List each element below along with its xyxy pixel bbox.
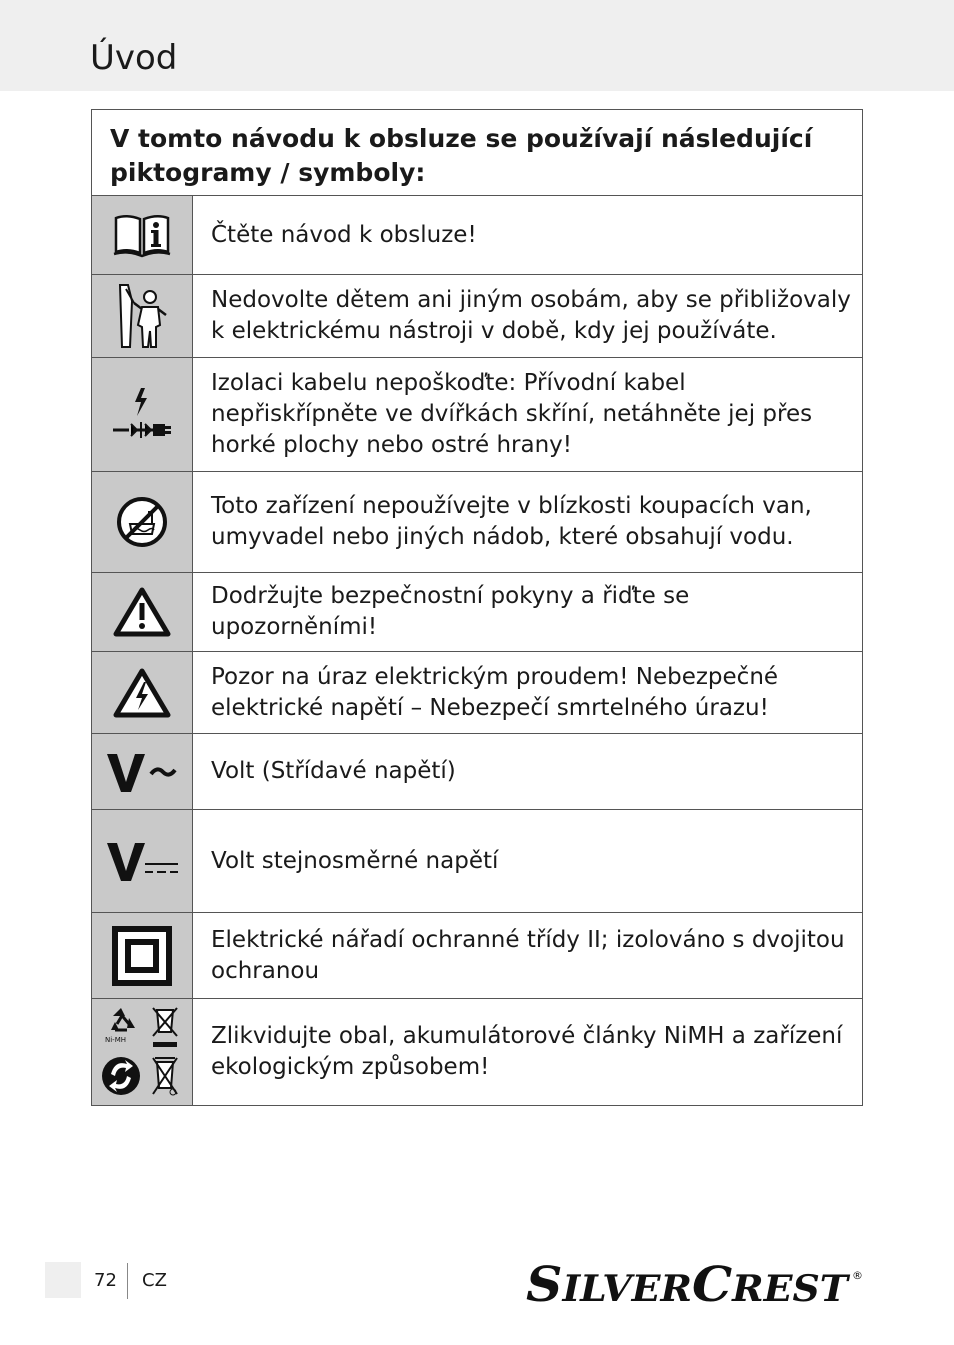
table-row <box>92 573 862 652</box>
row-text: Toto zařízení nepoužívejte v blízkosti koupacích van, umyvadel nebo jiných nádob, které obsahují vodu. <box>211 493 812 550</box>
silvercrest-logo <box>526 1257 866 1313</box>
row-text: Elektrické nářadí ochranné třídy II; izolováno s dvojitou ochranou <box>211 926 845 984</box>
row-text: Zlikvidujte obal, akumulátorové články NiMH a zařízení ekologickým způsobem! <box>211 1023 843 1080</box>
table-row <box>92 472 862 573</box>
warning-icon <box>113 587 171 637</box>
footer-tab <box>45 1262 81 1298</box>
row-text: Volt (Střídavé napětí) <box>211 758 456 784</box>
electric-shock-warning-icon <box>113 668 171 718</box>
page-title: Úvod <box>90 38 178 78</box>
read-manual-icon <box>113 212 171 258</box>
volt-dc-icon <box>105 839 179 883</box>
recycling-disposal-icon <box>101 1006 183 1098</box>
svg-text:®: ® <box>852 1269 863 1282</box>
row-text: Čtěte návod k obsluze! <box>211 221 477 248</box>
table-row <box>92 810 862 913</box>
row-text: Izolaci kabelu nepoškoďte: Přívodní kabel nepřiskřípněte ve dvířkách skříní, netáhněte jej přes horké plochy nebo ostré hrany! <box>211 370 813 458</box>
table-row <box>92 652 862 734</box>
symbols-table <box>91 109 863 1106</box>
table-row <box>92 196 862 275</box>
volt-ac-icon <box>105 750 179 794</box>
table-row <box>92 913 862 999</box>
protection-class-2-icon <box>112 926 172 986</box>
table-row <box>92 275 862 358</box>
table-heading: V tomto návodu k obsluze se používají následující piktogramy / symboly: <box>92 110 862 196</box>
nimh-label: Ni-MH <box>105 1036 127 1044</box>
table-row <box>92 358 862 472</box>
language-code: CZ <box>142 1270 167 1291</box>
row-text: Volt stejnosměrné napětí <box>211 847 499 874</box>
keep-children-away-icon <box>114 281 170 351</box>
row-text: Dodržujte bezpečnostní pokyny a řiďte se upozorněními! <box>211 583 690 640</box>
footer-divider <box>127 1263 128 1299</box>
damaged-cable-icon <box>111 386 173 444</box>
no-water-icon <box>116 496 168 548</box>
page-number: 72 <box>94 1270 117 1291</box>
row-text: Pozor na úraz elektrickým proudem! Nebezpečné elektrické napětí – Nebezpečí smrtelného úrazu! <box>211 663 779 721</box>
row-text: Nedovolte dětem ani jiným osobám, aby se přibližovaly k elektrickému nástroji v době, kdy jej používáte. <box>211 287 851 344</box>
table-row <box>92 734 862 810</box>
svg-text:SILVERCREST: SILVER CREST <box>526 1257 843 1313</box>
table-row <box>92 999 862 1105</box>
